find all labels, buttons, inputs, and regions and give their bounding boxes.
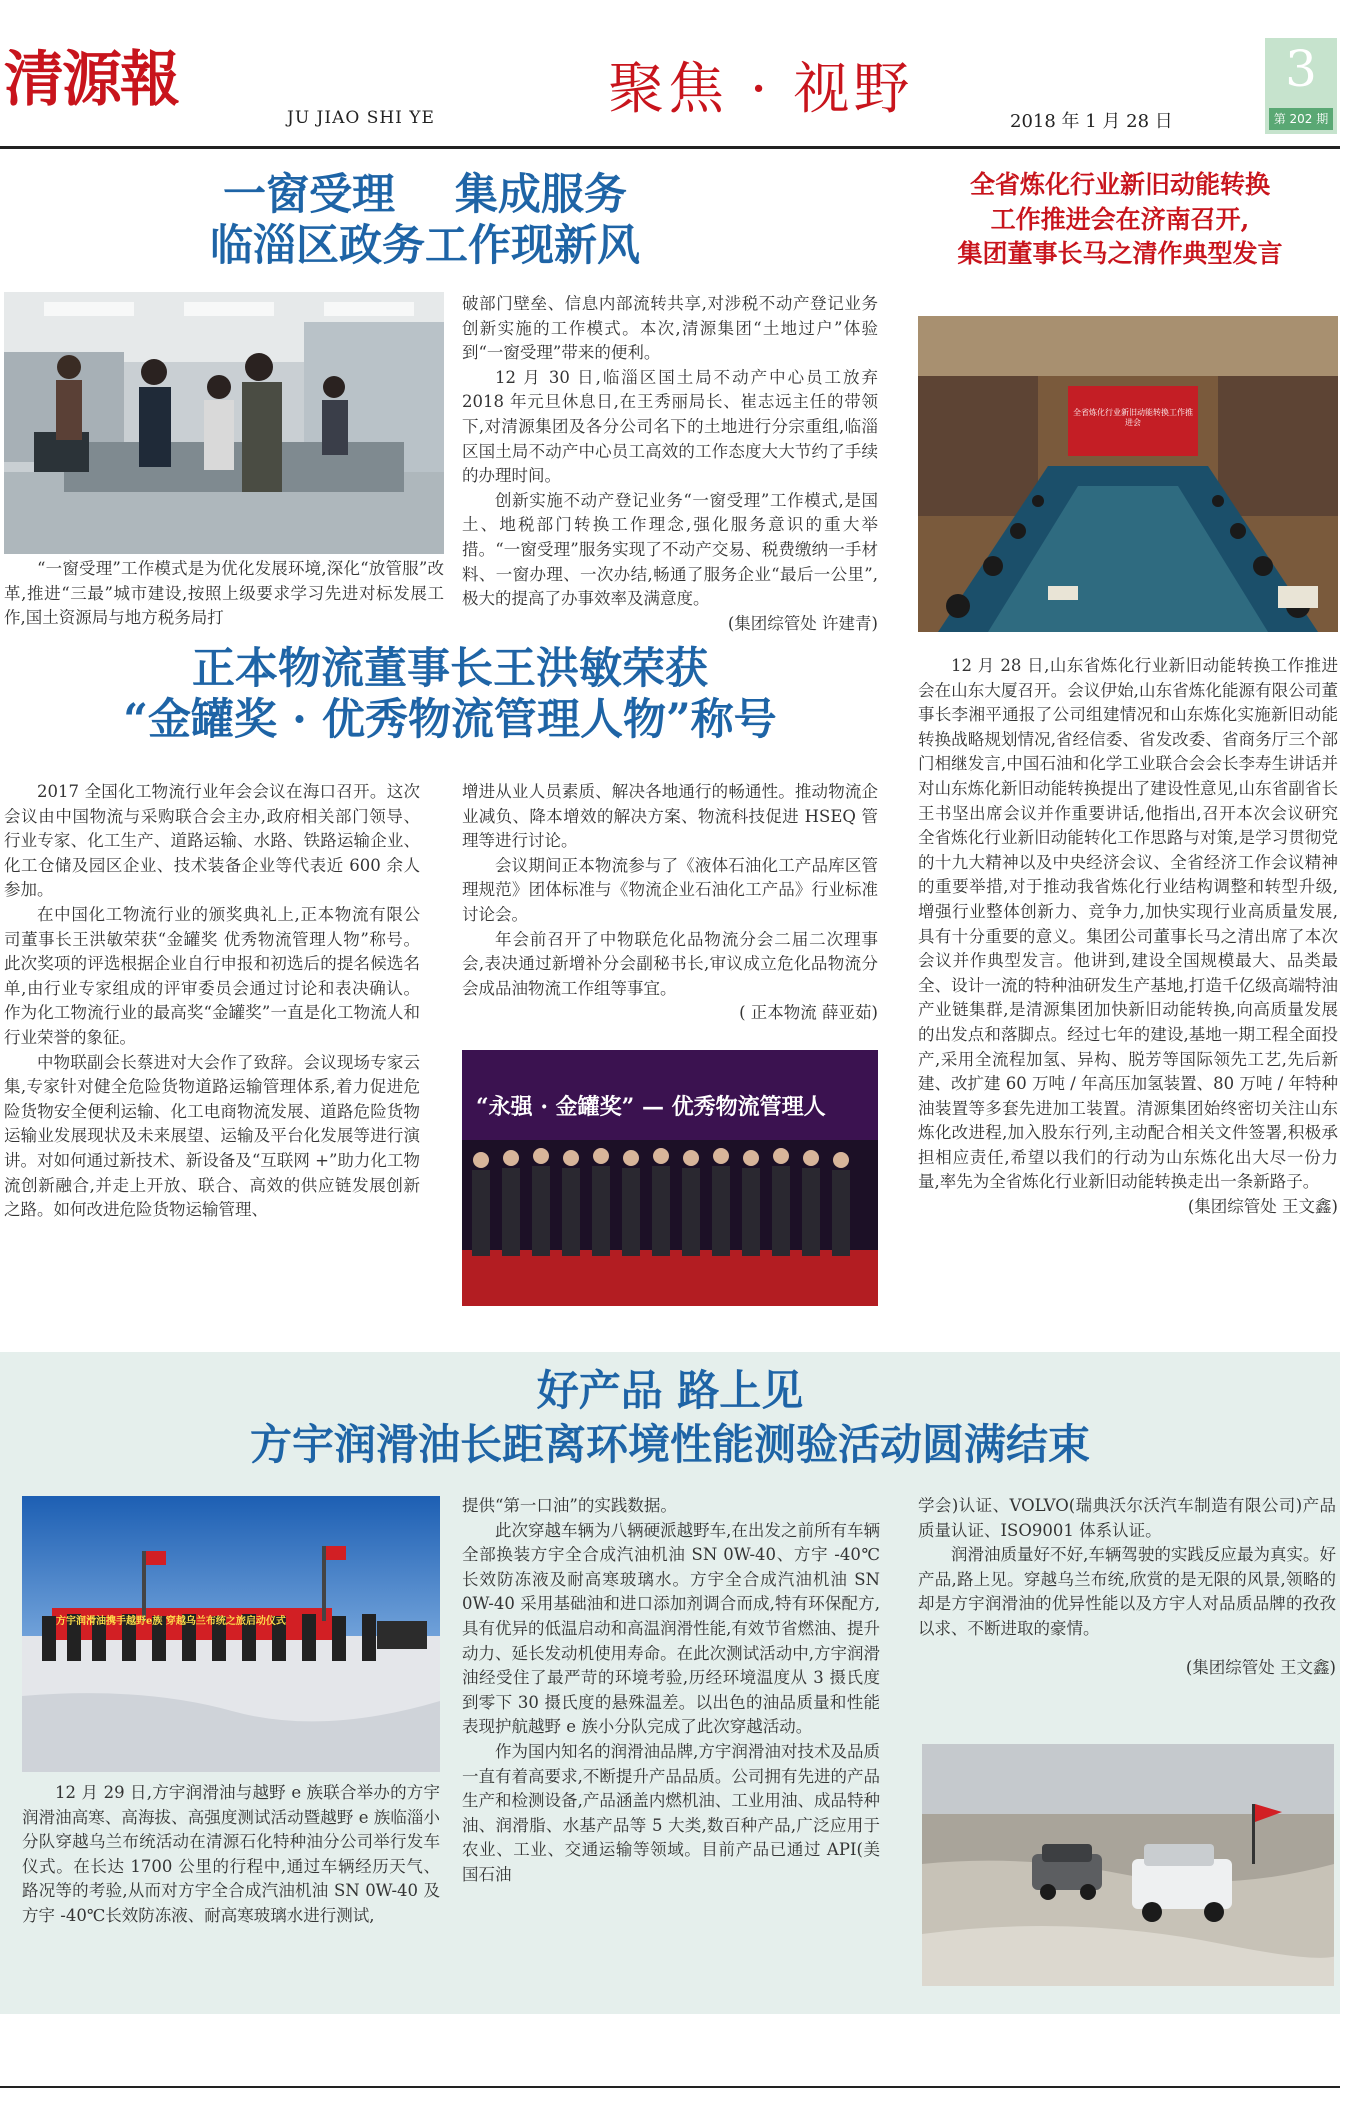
article3-headline <box>905 168 1335 272</box>
article2-paragraph: 年会前召开了中物联危化品物流分会二届二次理事会,表决通过新增补分会副秘书长,审议成立危化品物流分会成品油物流工作组等事宜。 <box>462 929 878 998</box>
article1-paragraph: 12 月 30 日,临淄区国土局不动产中心员工放弃 2018 年元旦休息日,在王秀丽局长、崔志远主任的带领下,对清源集团及各分公司名下的土地进行分宗重组,临淄区国土局不动产中心员工高效的工作态度大大节约了手续的办理时间。 <box>462 367 878 486</box>
article4-byline: (集团综管处 王文鑫) <box>1185 1657 1336 1677</box>
article4-paragraph: 作为国内知名的润滑油品牌,方宇润滑油对技术及品质一直有着高要求,不断提升产品品质。公司拥有先进的产品生产和检测设备,产品涵盖内燃机油、工业用油、成品特种油、润滑脂、水基产品等 5 大类,数百种产品,广泛应用于农业、工业、交通运输等领域。目前产品已通过 API(美国石油 <box>462 1741 880 1884</box>
article1-headline-line1: 一窗受理 集成服务 <box>223 170 627 220</box>
page-badge <box>1265 38 1337 134</box>
article4-paragraph: 学会)认证、VOLVO(瑞典沃尔沃汽车制造有限公司)产品质量认证、ISO9001 体系认证。 <box>918 1496 1336 1540</box>
page-number: 3 <box>1285 40 1317 98</box>
article1-photo <box>4 292 444 554</box>
article1-headline-line2: 临淄区政务工作现新风 <box>210 220 640 271</box>
article2-photo <box>462 1050 878 1306</box>
article2-paragraph: 会议期间正本物流参与了《液体石油化工产品库区管理规范》团体标准与《物流企业石油化工产品》行业标准讨论会。 <box>462 855 878 924</box>
top-divider <box>0 146 1340 149</box>
article4-paragraph: 此次穿越车辆为八辆硬派越野车,在出发之前所有车辆全部换装方宇全合成汽油机油 SN 0W-40、方宇 -40℃长效防冻液及耐高寒玻璃水。方宇全合成汽油机油 SN 0W-40 采用基础油和进口添加剂调合而成,特有环保配方,具有优异的低温启动和高温润滑性能,有效节省燃油、提升动力、延长发动机使用寿命。在此次测试活动中,方宇润滑油经受住了最严苛的环境考验,历经环境温度从 3 摄氏度到零下 30 摄氏度的悬殊温差。以出色的油品质量和性能表现护航越野 e 族小分队完成了此次穿越活动。 <box>462 1520 880 1737</box>
article4-photo-group <box>22 1496 440 1772</box>
article1-headline <box>150 170 700 271</box>
section-pinyin: JU JIAO SHI YE <box>287 108 435 128</box>
section-title: 聚焦 · 视野 <box>608 57 914 122</box>
article1-col1 <box>4 557 444 631</box>
article4-paragraph: 12 月 29 日,方宇润滑油与越野 e 族联合举办的方宇润滑油高寒、高海拔、高强度测试活动暨越野 e 族临淄小分队穿越乌兰布统活动在清源石化特种油分公司举行发车仪式。在长达 1700 公里的行程中,通过车辆经历天气、路况等的考验,从而对方宇全合成汽油机油 SN 0W-40 及方宇 -40℃长效防冻液、耐高寒玻璃水进行测试, <box>22 1783 440 1925</box>
article4-col3 <box>918 1494 1336 1680</box>
article2-paragraph: 中物联副会长蔡进对大会作了致辞。会议现场专家云集,专家针对健全危险货物道路运输管理体系,着力促进危险货物安全便利运输、化工电商物流发展、道路危险货物运输业发展现状及未来展望、运输及平台化发展等进行演讲。对如何通过新技术、新设备及“互联网 +”助力化工物流创新融合,并走上开放、联合、高效的供应链发展创新之路。如何改进危险货物运输管理、 <box>4 1052 420 1220</box>
article1-byline: (集团综管处 许建青) <box>727 613 878 633</box>
article4-paragraph: 提供“第一口油”的实践数据。 <box>462 1496 677 1515</box>
article1-col2 <box>462 292 878 636</box>
article3-photo-screen-text: 全省炼化行业新旧动能转换工作推进会 <box>1073 408 1193 427</box>
article4-col2 <box>462 1494 880 1888</box>
article1-paragraph: 创新实施不动产登记业务“一窗受理”工作模式,是国土、地税部门转换工作理念,强化服务意识的重大举措。“一窗受理”服务实现了不动产交易、税费缴纳一手材料、一窗办理、一次办结,畅通了服务企业“最后一公里”,极大的提高了办事效率及满意度。 <box>462 490 878 609</box>
article4-photo-banner: 方宇润滑油携手越野e族 穿越乌兰布统之旅启动仪式 <box>56 1616 286 1627</box>
article1-paragraph: 破部门壁垒、信息内部流转共享,对涉税不动产登记业务创新实施的工作模式。本次,清源集团“土地过户”体验到“一窗受理”带来的便利。 <box>462 294 878 363</box>
article4-headline <box>160 1364 1180 1472</box>
article2-col2 <box>462 780 878 1026</box>
article3-headline-line1: 全省炼化行业新旧动能转换 <box>969 170 1270 199</box>
article4-headline-line1: 好产品 路上见 <box>536 1366 804 1415</box>
article4-paragraph: 润滑油质量好不好,车辆驾驶的实践反应最为真实。好产品,路上见。穿越乌兰布统,欣赏的是无限的风景,领略的却是方宇润滑油的优异性能以及方宇人对品质品牌的孜孜以求、不断进取的豪情。 <box>918 1545 1336 1638</box>
article2-byline: ( 正本物流 薛亚茹) <box>739 1003 878 1023</box>
article2-photo-banner: “永强 · 金罐奖” — 优秀物流管理人 <box>476 1094 826 1120</box>
article2-col1 <box>4 780 420 1223</box>
article1-caption: “一窗受理”工作模式是为优化发展环境,深化“放管服”改革,推进“三最”城市建设,按照上级要求学习先进对标发展工作,国土资源局与地方税务局打 <box>4 559 444 628</box>
newspaper-logo: 清源報 <box>4 45 178 115</box>
article3-headline-line3: 集团董事长马之清作典型发言 <box>957 239 1283 268</box>
article2-paragraph: 在中国化工物流行业的颁奖典礼上,正本物流有限公司董事长王洪敏荣获“金罐奖 优秀物流管理人物”称号。此次奖项的评选根据企业自行申报和初选后的提名候选名单,由行业专家组成的评审委员会通过讨论和表决确认。作为化工物流行业的最高奖“金罐奖”一直是化工物流人和行业荣誉的象征。 <box>4 904 420 1047</box>
article3-headline-line2: 工作推进会在济南召开, <box>990 204 1250 234</box>
article4-photo-cars <box>922 1744 1334 1986</box>
article3-paragraph: 12 月 28 日,山东省炼化行业新旧动能转换工作推进会在山东大厦召开。会议伊始,山东省炼化能源有限公司董事长李湘平通报了公司组建情况和山东炼化实施新旧动能转换战略规划情况,省经信委、省发改委、省商务厅三个部门相继发言,中国石油和化学工业联合会会长李寿生讲话并对山东炼化新旧动能转换提出了建设性意见,山东省副省长王书坚出席会议并作重要讲话,他指出,召开本次会议研究全省炼化行业新旧动能转化工作思路与对策,是学习贯彻党的十九大精神以及中央经济会议、全省经济工作会议精神的重要举措,对于推动我省炼化行业结构调整和转型升级,增强行业整体创新力、竞争力,加快实现行业高质量发展,具有十分重要的意义。集团公司董事长马之清出席了本次会议并作典型发言。他讲到,建设全国规模最大、品类最全、设计一流的特种油研发生产基地,打造千亿级高端特油产业链集群,是清源集团加快新旧动能转换,向高质量发展的出发点和落脚点。经过七年的建设,基地一期工程全面投产,采用全流程加氢、异构、脱芳等国际领先工艺,先后新建、改扩建 60 万吨 / 年高压加氢装置、80 万吨 / 年特种油装置等多套先进加工装置。清源集团始终密切关注山东炼化改进程,加入股东行列,主动配合相关文件签署,积极承担相应责任,希望以我们的行动为山东炼化出大尽一份力量,率先为全省炼化行业新旧动能转换走出一条新路子。 <box>918 656 1338 1192</box>
article2-paragraph: 增进从业人员素质、解决各地通行的畅通性。推动物流企业减负、降本增效的解决方案、物流科技促进 HSEQ 管理等进行讨论。 <box>462 782 878 851</box>
article2-paragraph: 2017 全国化工物流行业年会会议在海口召开。这次会议由中国物流与采购联合会主办,政府相关部门领导、行业专家、化工生产、道路运输、水路、铁路运输企业、化工仓储及园区企业、技术装备企业等代表近 600 余人参加。 <box>4 782 420 900</box>
article2-headline-line2: “金罐奖 · 优秀物流管理人物”称号 <box>123 694 777 745</box>
article3-body-column <box>918 654 1338 1220</box>
issue-date: 2018 年 1 月 28 日 <box>1010 111 1173 132</box>
article4-headline-line2: 方宇润滑油长距离环境性能测验活动圆满结束 <box>249 1419 1090 1469</box>
article2-headline-line1: 正本物流董事长王洪敏荣获 <box>192 644 708 694</box>
article4-col1 <box>22 1781 440 1929</box>
issue-number: 第 202 期 <box>1269 108 1333 130</box>
article2-headline <box>40 644 860 745</box>
article3-photo <box>918 316 1338 632</box>
article3-byline: (集团综管处 王文鑫) <box>1187 1197 1338 1217</box>
bottom-divider <box>0 2086 1340 2088</box>
